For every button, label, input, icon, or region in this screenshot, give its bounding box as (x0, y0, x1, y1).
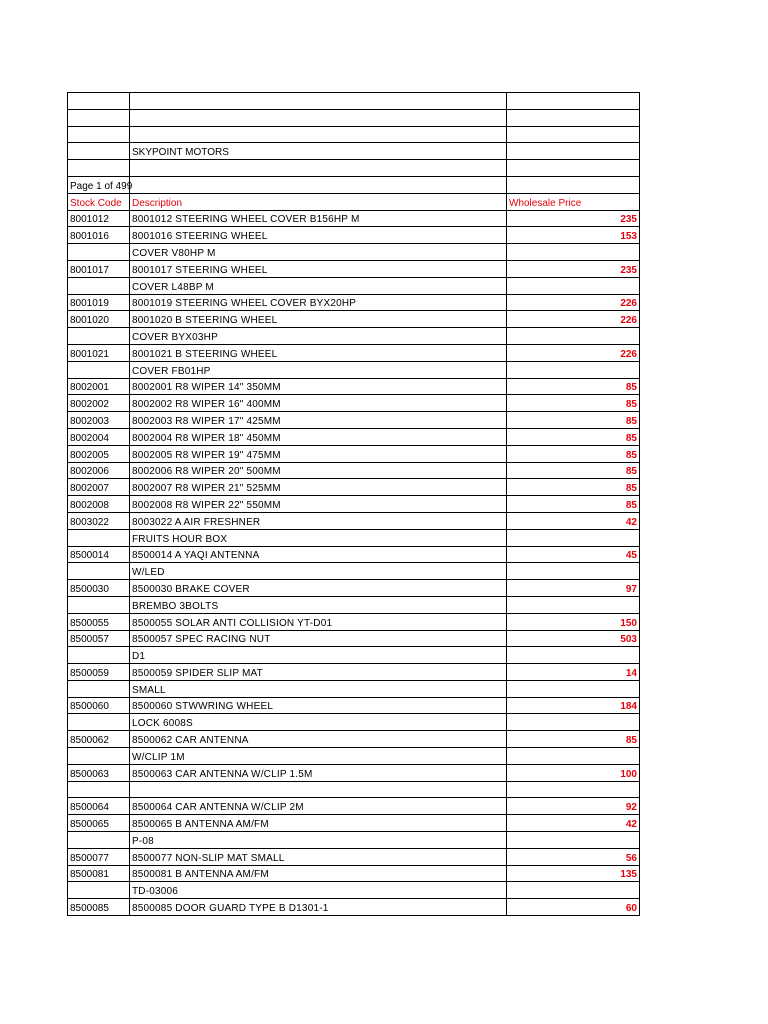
cell (130, 160, 507, 177)
wholesale-price-cell: 184 (507, 697, 640, 714)
stock-code-cell: 8001021 (68, 344, 130, 361)
table-row (68, 798, 640, 815)
table-row (68, 462, 640, 479)
table-row (68, 832, 640, 849)
wholesale-price-cell: 135 (507, 865, 640, 882)
blank-row (68, 93, 640, 110)
wholesale-price-cell: 45 (507, 546, 640, 563)
wholesale-price-cell: 85 (507, 479, 640, 496)
stock-code-cell: 8002004 (68, 428, 130, 445)
description-cell: 8002002 R8 WIPER 16" 400MM (130, 395, 507, 412)
description-cell: LOCK 6008S (130, 714, 507, 731)
stock-code-cell: 8500055 (68, 613, 130, 630)
table-row (68, 630, 640, 647)
wholesale-price-cell (507, 680, 640, 697)
description-cell: 8002001 R8 WIPER 14" 350MM (130, 378, 507, 395)
table-row (68, 378, 640, 395)
wholesale-price-cell: 153 (507, 227, 640, 244)
stock-code-cell: 8002008 (68, 496, 130, 513)
stock-code-cell: 8500065 (68, 815, 130, 832)
wholesale-price-cell: 226 (507, 311, 640, 328)
wholesale-price-cell (507, 277, 640, 294)
stock-code-cell: 8002005 (68, 445, 130, 462)
stock-code-header: Stock Code (68, 193, 130, 210)
description-cell: 8001021 B STEERING WHEEL (130, 344, 507, 361)
stock-code-cell: 8500081 (68, 865, 130, 882)
table-row (68, 294, 640, 311)
wholesale-price-cell: 14 (507, 664, 640, 681)
description-cell: 8500057 SPEC RACING NUT (130, 630, 507, 647)
table-row (68, 428, 640, 445)
stock-code-cell: 8500085 (68, 899, 130, 916)
wholesale-price-cell: 85 (507, 395, 640, 412)
table-row (68, 344, 640, 361)
wholesale-price-cell: 235 (507, 210, 640, 227)
wholesale-price-cell: 85 (507, 428, 640, 445)
wholesale-price-cell: 85 (507, 412, 640, 429)
stock-code-cell (68, 714, 130, 731)
wholesale-price-cell (507, 529, 640, 546)
cell (68, 126, 130, 143)
description-cell: 8002007 R8 WIPER 21" 525MM (130, 479, 507, 496)
stock-code-cell (68, 277, 130, 294)
description-cell: 8500085 DOOR GUARD TYPE B D1301-1 (130, 899, 507, 916)
table-row (68, 395, 640, 412)
description-cell: SMALL (130, 680, 507, 697)
stock-code-cell (68, 832, 130, 849)
stock-code-cell: 8002001 (68, 378, 130, 395)
wholesale-price-cell: 97 (507, 580, 640, 597)
table-row (68, 529, 640, 546)
table-row (68, 546, 640, 563)
description-cell: 8003022 A AIR FRESHNER (130, 512, 507, 529)
description-cell: 8500055 SOLAR ANTI COLLISION YT-D01 (130, 613, 507, 630)
price-list-body (68, 93, 640, 916)
cell (130, 109, 507, 126)
table-row (68, 764, 640, 781)
table-row (68, 748, 640, 765)
description-cell: 8500059 SPIDER SLIP MAT (130, 664, 507, 681)
wholesale-price-cell: 503 (507, 630, 640, 647)
blank-row (68, 126, 640, 143)
table-row (68, 680, 640, 697)
wholesale-price-cell (507, 244, 640, 261)
cell (68, 143, 130, 160)
page-row (68, 176, 640, 193)
cell (68, 160, 130, 177)
description-cell: 8500030 BRAKE COVER (130, 580, 507, 597)
table-row (68, 361, 640, 378)
description-cell (130, 781, 507, 798)
description-cell: 8002005 R8 WIPER 19" 475MM (130, 445, 507, 462)
description-cell: 8001020 B STEERING WHEEL (130, 311, 507, 328)
table-row (68, 328, 640, 345)
stock-code-cell: 8500062 (68, 731, 130, 748)
cell (68, 93, 130, 110)
description-cell: COVER V80HP M (130, 244, 507, 261)
stock-code-cell: 8500057 (68, 630, 130, 647)
wholesale-price-cell: 85 (507, 378, 640, 395)
wholesale-price-cell: 85 (507, 462, 640, 479)
table-row (68, 311, 640, 328)
table-row (68, 647, 640, 664)
stock-code-cell: 8001020 (68, 311, 130, 328)
stock-code-cell: 8500059 (68, 664, 130, 681)
cell (507, 93, 640, 110)
description-cell: 8500081 B ANTENNA AM/FM (130, 865, 507, 882)
company-row (68, 143, 640, 160)
description-cell: COVER FB01HP (130, 361, 507, 378)
table-row (68, 865, 640, 882)
wholesale-price-cell (507, 328, 640, 345)
table-row (68, 412, 640, 429)
company-name: SKYPOINT MOTORS (130, 143, 507, 160)
wholesale-price-cell: 226 (507, 294, 640, 311)
cell (130, 93, 507, 110)
table-row (68, 714, 640, 731)
stock-code-cell (68, 647, 130, 664)
description-cell: 8500060 STWWRING WHEEL (130, 697, 507, 714)
description-cell: 8001016 STEERING WHEEL (130, 227, 507, 244)
table-row (68, 512, 640, 529)
description-cell: P-08 (130, 832, 507, 849)
price-list-table (67, 92, 640, 916)
table-row (68, 244, 640, 261)
stock-code-cell (68, 529, 130, 546)
description-cell: COVER BYX03HP (130, 328, 507, 345)
stock-code-cell: 8500060 (68, 697, 130, 714)
description-cell: COVER L48BP M (130, 277, 507, 294)
stock-code-cell: 8001016 (68, 227, 130, 244)
stock-code-cell (68, 680, 130, 697)
wholesale-price-cell: 85 (507, 731, 640, 748)
stock-code-cell (68, 596, 130, 613)
stock-code-cell: 8001017 (68, 260, 130, 277)
wholesale-price-cell: 42 (507, 815, 640, 832)
wholesale-price-cell (507, 832, 640, 849)
description-header: Description (130, 193, 507, 210)
description-cell: BREMBO 3BOLTS (130, 596, 507, 613)
wholesale-price-cell: 60 (507, 899, 640, 916)
wholesale-price-cell (507, 596, 640, 613)
table-row (68, 899, 640, 916)
table-row (68, 697, 640, 714)
description-cell: D1 (130, 647, 507, 664)
table-row (68, 731, 640, 748)
stock-code-cell: 8001012 (68, 210, 130, 227)
description-cell: 8002006 R8 WIPER 20" 500MM (130, 462, 507, 479)
wholesale-price-header: Wholesale Price (507, 193, 640, 210)
table-row (68, 210, 640, 227)
stock-code-cell: 8002002 (68, 395, 130, 412)
description-cell: 8500077 NON-SLIP MAT SMALL (130, 848, 507, 865)
description-cell: TD-03006 (130, 882, 507, 899)
blank-row (68, 109, 640, 126)
wholesale-price-cell (507, 714, 640, 731)
wholesale-price-cell: 85 (507, 445, 640, 462)
cell (507, 109, 640, 126)
description-cell: FRUITS HOUR BOX (130, 529, 507, 546)
wholesale-price-cell: 56 (507, 848, 640, 865)
cell (507, 176, 640, 193)
wholesale-price-cell (507, 647, 640, 664)
description-cell: 8002008 R8 WIPER 22" 550MM (130, 496, 507, 513)
table-row (68, 563, 640, 580)
stock-code-cell: 8500030 (68, 580, 130, 597)
description-cell: W/LED (130, 563, 507, 580)
table-row (68, 882, 640, 899)
stock-code-cell: 8500014 (68, 546, 130, 563)
wholesale-price-cell: 100 (507, 764, 640, 781)
cell (130, 176, 507, 193)
table-row (68, 260, 640, 277)
description-cell: 8500065 B ANTENNA AM/FM (130, 815, 507, 832)
description-cell: 8001019 STEERING WHEEL COVER BYX20HP (130, 294, 507, 311)
table-row (68, 664, 640, 681)
description-cell: 8500062 CAR ANTENNA (130, 731, 507, 748)
description-cell: 8001017 STEERING WHEEL (130, 260, 507, 277)
wholesale-price-cell: 150 (507, 613, 640, 630)
stock-code-cell (68, 882, 130, 899)
table-row (68, 580, 640, 597)
stock-code-cell: 8001019 (68, 294, 130, 311)
description-cell: 8001012 STEERING WHEEL COVER B156HP M (130, 210, 507, 227)
wholesale-price-cell: 226 (507, 344, 640, 361)
stock-code-cell (68, 244, 130, 261)
stock-code-cell: 8500063 (68, 764, 130, 781)
table-row (68, 277, 640, 294)
stock-code-cell (68, 781, 130, 798)
cell (68, 109, 130, 126)
table-row (68, 496, 640, 513)
page-indicator (68, 176, 133, 193)
cell (130, 126, 507, 143)
table-row (68, 781, 640, 798)
description-cell: 8500064 CAR ANTENNA W/CLIP 2M (130, 798, 507, 815)
wholesale-price-cell: 235 (507, 260, 640, 277)
blank-row (68, 160, 640, 177)
stock-code-cell: 8002003 (68, 412, 130, 429)
description-cell: 8002004 R8 WIPER 18" 450MM (130, 428, 507, 445)
stock-code-cell: 8002007 (68, 479, 130, 496)
stock-code-cell (68, 361, 130, 378)
table-row (68, 815, 640, 832)
wholesale-price-cell (507, 748, 640, 765)
table-row (68, 848, 640, 865)
table-row (68, 227, 640, 244)
stock-code-cell (68, 748, 130, 765)
description-cell: 8500063 CAR ANTENNA W/CLIP 1.5M (130, 764, 507, 781)
table-row (68, 479, 640, 496)
stock-code-cell (68, 563, 130, 580)
wholesale-price-cell (507, 563, 640, 580)
column-header-row (68, 193, 640, 210)
wholesale-price-cell (507, 882, 640, 899)
table-row (68, 613, 640, 630)
cell (507, 143, 640, 160)
description-cell: 8500014 A YAQI ANTENNA (130, 546, 507, 563)
table-row (68, 596, 640, 613)
wholesale-price-cell: 42 (507, 512, 640, 529)
stock-code-cell: 8002006 (68, 462, 130, 479)
page-label: Page 1 of 499 (70, 180, 133, 192)
cell (507, 126, 640, 143)
wholesale-price-cell: 92 (507, 798, 640, 815)
wholesale-price-cell (507, 361, 640, 378)
wholesale-price-cell (507, 781, 640, 798)
description-cell: 8002003 R8 WIPER 17" 425MM (130, 412, 507, 429)
description-cell: W/CLIP 1M (130, 748, 507, 765)
stock-code-cell: 8003022 (68, 512, 130, 529)
stock-code-cell: 8500064 (68, 798, 130, 815)
wholesale-price-cell: 85 (507, 496, 640, 513)
table-row (68, 445, 640, 462)
cell (507, 160, 640, 177)
stock-code-cell (68, 328, 130, 345)
stock-code-cell: 8500077 (68, 848, 130, 865)
